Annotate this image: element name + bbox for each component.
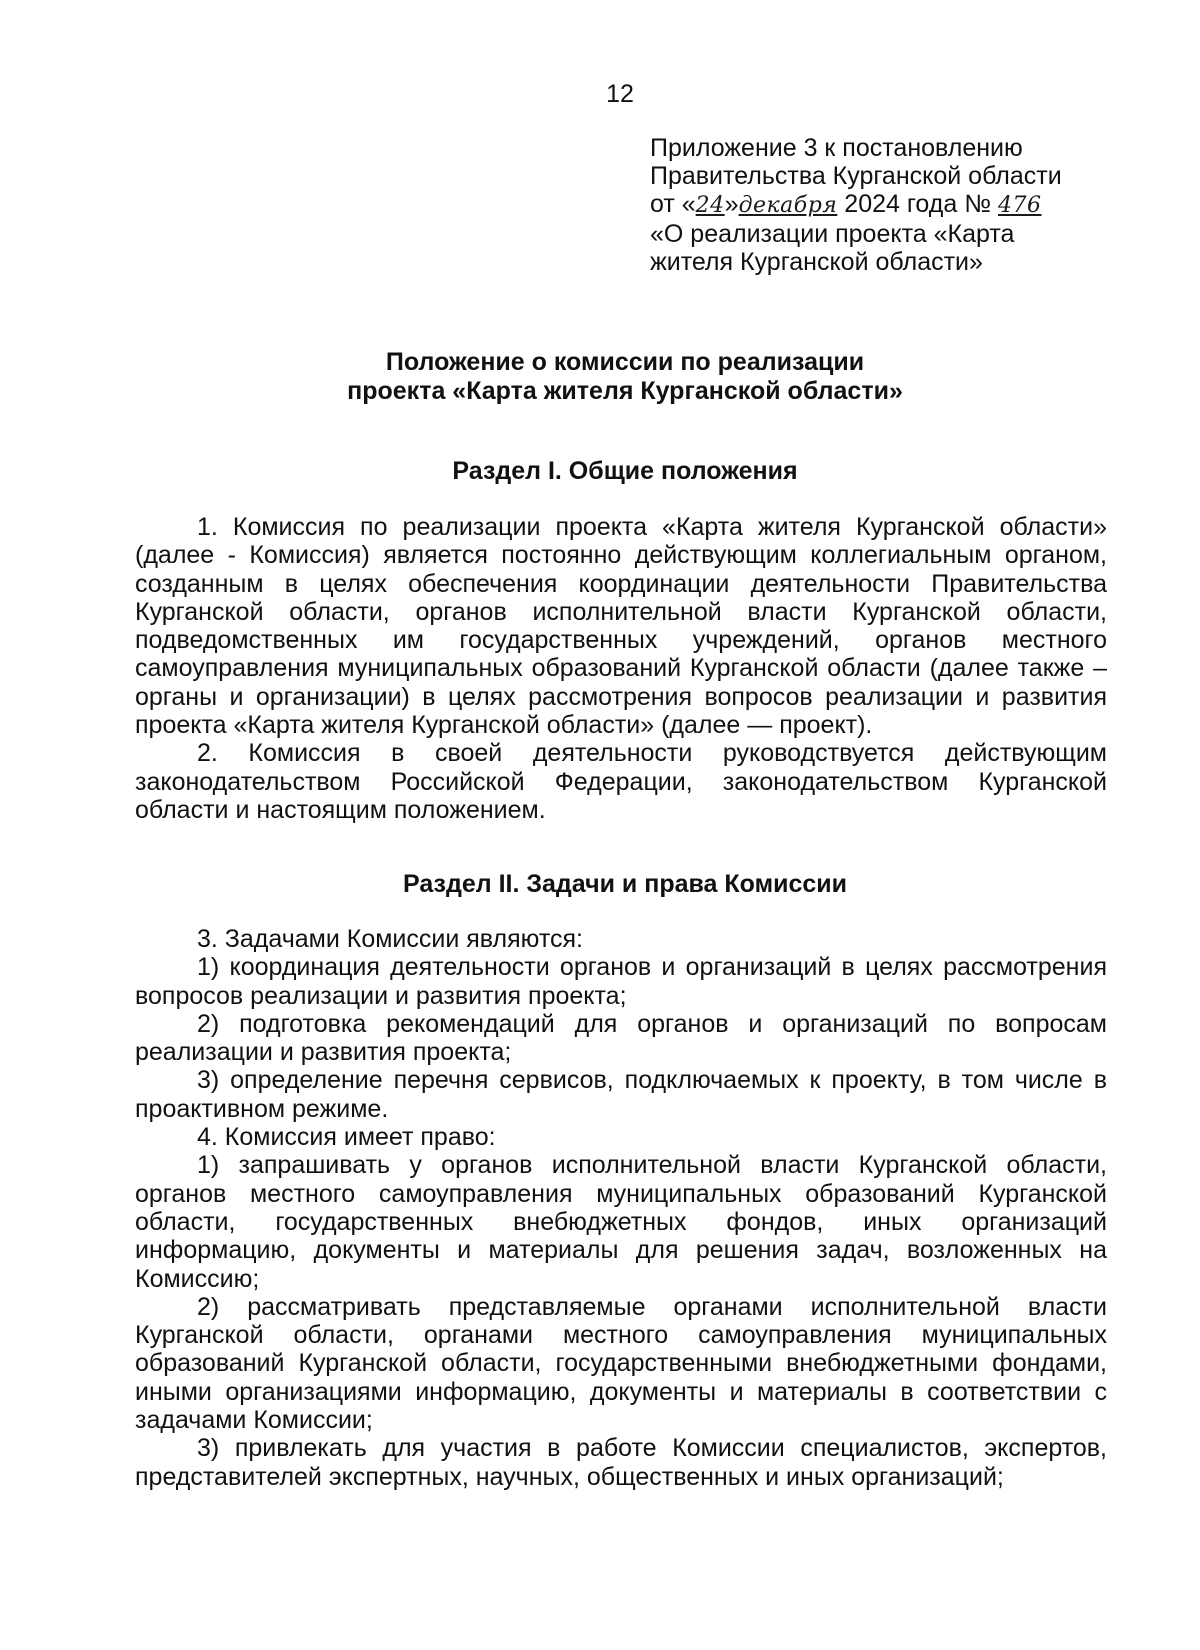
paragraph-2: 2. Комиссия в своей деятельности руководствуется действующим законодательством Российской Федерации, законодательством Курганской области и настоящим положением.	[135, 739, 1107, 824]
document-title-line-1: Положение о комиссии по реализации	[385, 348, 865, 376]
appendix-date-quote: »	[724, 190, 739, 218]
paragraph-3-item-1: 1) координация деятельности органов и организаций в целях рассмотрения вопросов реализации и развития проекта;	[135, 953, 1107, 1010]
handwritten-number: 476	[998, 193, 1042, 218]
paragraph-4-item-3: 3) привлекать для участия в работе Комиссии специалистов, экспертов, представителей экспертных, научных, общественных и иных организаций;	[135, 1434, 1107, 1491]
section-1-heading: Раздел I. Общие положения	[452, 457, 798, 485]
appendix-header	[650, 134, 1110, 276]
paragraph-4-item-2: 2) рассматривать представляемые органами исполнительной власти Курганской области, органами местного самоуправления муниципальных образований Курганской области, государственными внебюджетными фондами, иными организациями информацию, документы и материалы в соответствии с задачами Комиссии;	[135, 1292, 1107, 1435]
document-title-line-2: проекта «Карта жителя Курганской области»	[347, 377, 903, 405]
appendix-line-2: Правительства Курганской области	[650, 162, 1062, 190]
appendix-line-1: Приложение 3 к постановлению	[650, 134, 1023, 162]
handwritten-month: декабря	[738, 193, 838, 218]
appendix-line-5: жителя Курганской области»	[650, 248, 983, 276]
paragraph-1: 1. Комиссия по реализации проекта «Карта жителя Курганской области» (далее - Комиссия) является постоянно действующим коллегиальным органом, созданным в целях обеспечения координации деятельности Правительства Курганской области, органов исполнительной власти Курганской области, подведомственных им государственных учреждений, органов местного самоуправления муниципальных образований Курганской области (далее также – органы и организации) в целях рассмотрения вопросов реализации и развития проекта «Карта жителя Курганской области» (далее — проект).	[135, 513, 1107, 740]
paragraph-4-item-1: 1) запрашивать у органов исполнительной власти Курганской области, органов местного самоуправления муниципальных образований Курганской области, государственных внебюджетных фондов, иных организаций информацию, документы и материалы для решения задач, возложенных на Комиссию;	[135, 1151, 1107, 1293]
paragraph-3: 3. Задачами Комиссии являются:	[197, 925, 583, 953]
appendix-line-4: «О реализации проекта «Карта	[650, 220, 1015, 248]
appendix-year: 2024 года №	[837, 190, 998, 218]
paragraph-4: 4. Комиссия имеет право:	[197, 1123, 496, 1152]
section-2-body	[135, 925, 1107, 1491]
document-title	[160, 348, 1090, 406]
appendix-date-prefix: от «	[650, 190, 696, 218]
handwritten-day: 24	[695, 193, 725, 218]
page-number: 12	[606, 80, 634, 108]
paragraph-3-item-2: 2) подготовка рекомендаций для органов и организаций по вопросам реализации и развития проекта;	[135, 1009, 1107, 1067]
section-1-body	[135, 513, 1107, 824]
appendix-line-3	[650, 190, 1110, 220]
section-2-heading: Раздел II. Задачи и права Комиссии	[403, 870, 847, 898]
paragraph-3-item-3: 3) определение перечня сервисов, подключаемых к проекту, в том числе в проактивном режиме.	[135, 1066, 1107, 1123]
